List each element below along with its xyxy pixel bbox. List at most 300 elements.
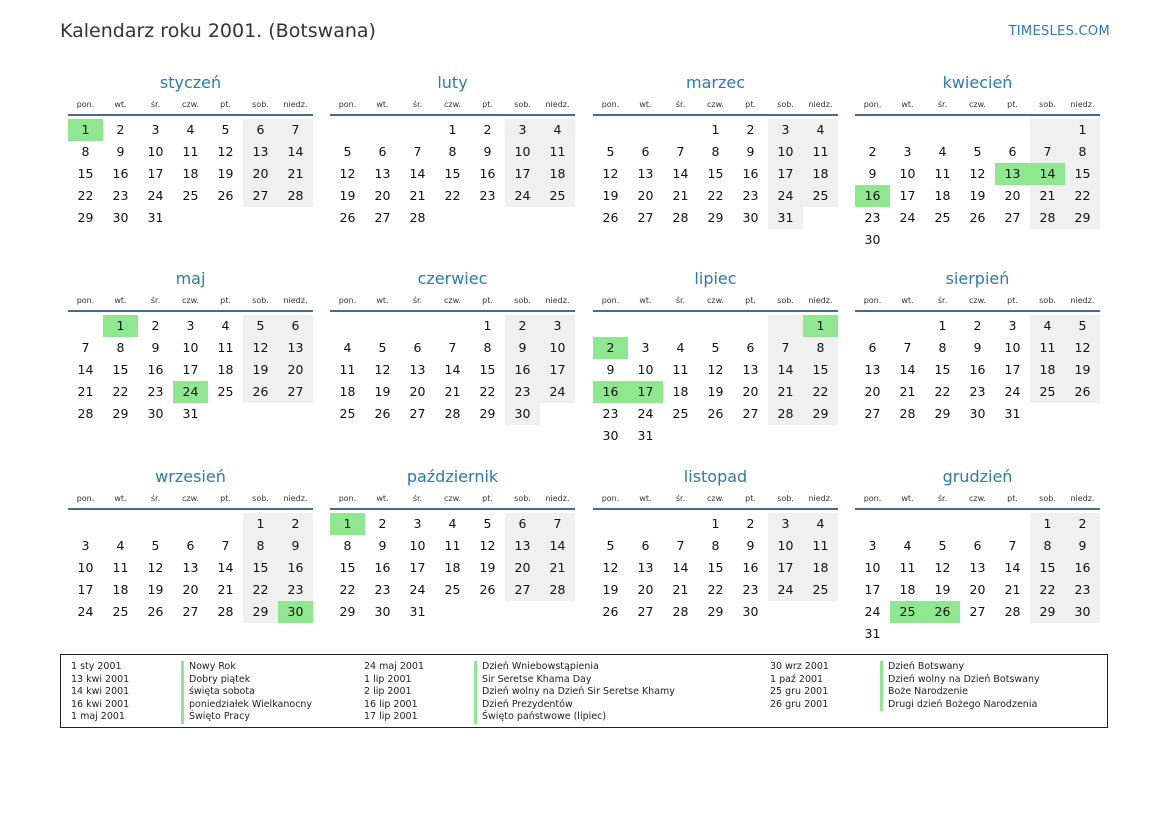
holiday-list xyxy=(60,654,1108,728)
weekday-label: pt. xyxy=(482,494,493,503)
holiday-date: 14 kwi 2001 xyxy=(71,686,130,698)
day-grid xyxy=(68,315,313,425)
empty-cell xyxy=(628,119,663,141)
day-cell: 5 xyxy=(938,538,947,553)
weekday-label: wt. xyxy=(639,100,652,109)
weekday-label: niedz. xyxy=(1070,494,1095,503)
weekday-label: pon. xyxy=(863,100,882,109)
day-cell: 5 xyxy=(151,538,160,553)
holiday-day: 25 xyxy=(890,601,925,623)
weekday-label: śr. xyxy=(937,494,948,503)
day-cell: 2 xyxy=(973,318,982,333)
day-cell: 13 xyxy=(278,337,313,359)
day-cell: 2 xyxy=(378,516,387,531)
day-grid xyxy=(855,513,1100,645)
day-cell: 17 xyxy=(1004,362,1021,377)
day-cell: 21 xyxy=(1004,582,1021,597)
holiday-day: 17 xyxy=(628,381,663,403)
holiday-name: Boże Narodzenie xyxy=(880,686,968,699)
day-cell: 4 xyxy=(938,144,947,159)
day-cell: 5 xyxy=(378,340,387,355)
day-cell: 17 xyxy=(899,188,916,203)
weekday-label: śr. xyxy=(412,296,423,305)
day-cell: 15 xyxy=(803,359,838,381)
day-cell: 19 xyxy=(479,560,496,575)
day-cell: 11 xyxy=(112,560,129,575)
weekday-label: wt. xyxy=(114,494,127,503)
holiday-column xyxy=(71,661,312,724)
site-link[interactable]: TIMESLES.COM xyxy=(1008,24,1110,39)
day-cell: 26 xyxy=(969,210,986,225)
day-cell: 23 xyxy=(742,188,759,203)
day-cell: 23 xyxy=(278,579,313,601)
day-cell: 4 xyxy=(221,318,230,333)
day-cell: 9 xyxy=(116,144,125,159)
holiday-row xyxy=(71,699,312,712)
month-10 xyxy=(330,466,575,623)
weekday-label: pt. xyxy=(220,494,231,503)
day-cell: 3 xyxy=(186,318,195,333)
day-cell: 16 xyxy=(969,362,986,377)
holiday-day: 2 xyxy=(593,337,628,359)
day-cell: 4 xyxy=(186,122,195,137)
weekday-header xyxy=(330,98,575,116)
day-cell: 8 xyxy=(711,538,720,553)
day-grid xyxy=(330,315,575,425)
day-cell: 27 xyxy=(864,406,881,421)
day-cell: 3 xyxy=(81,538,90,553)
holiday-date: 1 paź 2001 xyxy=(770,673,824,685)
weekday-label: pon. xyxy=(863,494,882,503)
weekday-header xyxy=(593,98,838,116)
weekday-header xyxy=(855,294,1100,312)
holiday-row xyxy=(770,686,1040,699)
holiday-column xyxy=(770,661,1040,711)
day-cell: 12 xyxy=(374,362,391,377)
day-cell: 30 xyxy=(505,403,540,425)
day-cell: 13 xyxy=(864,362,881,377)
day-cell: 29 xyxy=(934,406,951,421)
weekday-label: wt. xyxy=(901,296,914,305)
day-cell: 14 xyxy=(768,359,803,381)
day-cell: 22 xyxy=(707,582,724,597)
day-cell: 29 xyxy=(707,210,724,225)
month-name: grudzień xyxy=(942,467,1013,486)
day-cell: 21 xyxy=(278,163,313,185)
day-cell: 8 xyxy=(116,340,125,355)
holiday-row xyxy=(364,711,675,724)
day-cell: 14 xyxy=(409,166,426,181)
day-cell: 11 xyxy=(803,535,838,557)
day-cell: 29 xyxy=(243,601,278,623)
weekday-label: pt. xyxy=(1007,494,1018,503)
weekday-label: pt. xyxy=(745,296,756,305)
holiday-day: 16 xyxy=(855,185,890,207)
weekday-label: wt. xyxy=(901,100,914,109)
holiday-day: 24 xyxy=(173,381,208,403)
month-name: styczeń xyxy=(159,73,222,92)
day-cell: 14 xyxy=(672,166,689,181)
day-cell: 27 xyxy=(374,210,391,225)
day-cell: 28 xyxy=(444,406,461,421)
day-cell: 4 xyxy=(448,516,457,531)
day-grid xyxy=(68,513,313,623)
day-cell: 29 xyxy=(339,604,356,619)
day-cell: 7 xyxy=(676,538,685,553)
empty-cell xyxy=(593,513,628,535)
day-cell: 10 xyxy=(409,538,426,553)
day-cell: 5 xyxy=(606,538,615,553)
day-cell: 17 xyxy=(768,163,803,185)
day-cell: 3 xyxy=(505,119,540,141)
day-cell: 5 xyxy=(221,122,230,137)
day-cell: 7 xyxy=(413,144,422,159)
day-cell: 6 xyxy=(243,119,278,141)
weekday-label: sob. xyxy=(777,296,794,305)
day-cell: 28 xyxy=(409,210,426,225)
day-cell: 20 xyxy=(182,582,199,597)
day-cell: 15 xyxy=(339,560,356,575)
day-cell: 6 xyxy=(413,340,422,355)
day-cell: 29 xyxy=(479,406,496,421)
day-cell: 19 xyxy=(602,582,619,597)
day-cell: 18 xyxy=(540,163,575,185)
day-cell: 23 xyxy=(112,188,129,203)
weekday-label: czw. xyxy=(969,296,986,305)
day-cell: 29 xyxy=(1030,601,1065,623)
day-cell: 17 xyxy=(77,582,94,597)
day-cell: 4 xyxy=(803,513,838,535)
day-cell: 25 xyxy=(182,188,199,203)
day-cell: 10 xyxy=(864,560,881,575)
holiday-day: 1 xyxy=(103,315,138,337)
weekday-label: śr. xyxy=(412,494,423,503)
month-name: sierpień xyxy=(945,269,1010,288)
day-cell: 27 xyxy=(278,381,313,403)
empty-cell xyxy=(330,315,365,337)
weekday-label: pt. xyxy=(1007,100,1018,109)
day-cell: 2 xyxy=(483,122,492,137)
day-cell: 21 xyxy=(672,188,689,203)
day-cell: 18 xyxy=(217,362,234,377)
day-cell: 23 xyxy=(147,384,164,399)
weekday-label: czw. xyxy=(707,296,724,305)
empty-cell xyxy=(173,513,208,535)
empty-cell xyxy=(68,513,103,535)
empty-cell xyxy=(435,315,470,337)
day-cell: 16 xyxy=(1065,557,1100,579)
day-cell: 9 xyxy=(505,337,540,359)
weekday-label: sob. xyxy=(777,100,794,109)
weekday-label: niedz. xyxy=(808,296,833,305)
day-cell: 24 xyxy=(768,185,803,207)
holiday-row xyxy=(770,661,1040,674)
empty-cell xyxy=(925,119,960,141)
day-cell: 3 xyxy=(903,144,912,159)
weekday-label: sob. xyxy=(514,296,531,305)
empty-cell xyxy=(768,315,803,337)
weekday-label: pt. xyxy=(482,296,493,305)
day-cell: 16 xyxy=(505,359,540,381)
day-cell: 2 xyxy=(1065,513,1100,535)
day-cell: 28 xyxy=(672,210,689,225)
weekday-label: śr. xyxy=(675,296,686,305)
day-cell: 22 xyxy=(479,384,496,399)
month-9 xyxy=(68,466,313,623)
weekday-label: śr. xyxy=(937,296,948,305)
empty-cell xyxy=(995,513,1030,535)
day-cell: 24 xyxy=(505,185,540,207)
day-cell: 6 xyxy=(868,340,877,355)
day-cell: 27 xyxy=(637,604,654,619)
day-cell: 25 xyxy=(217,384,234,399)
day-cell: 19 xyxy=(1065,359,1100,381)
day-cell: 18 xyxy=(803,557,838,579)
empty-cell xyxy=(593,315,628,337)
day-cell: 7 xyxy=(81,340,90,355)
month-8 xyxy=(855,268,1100,425)
weekday-label: pon. xyxy=(76,296,95,305)
day-cell: 7 xyxy=(448,340,457,355)
holiday-date: 2 lip 2001 xyxy=(364,686,412,698)
months-grid xyxy=(68,0,1108,640)
day-cell: 6 xyxy=(378,144,387,159)
empty-cell xyxy=(365,315,400,337)
day-cell: 17 xyxy=(768,557,803,579)
day-cell: 31 xyxy=(409,604,426,619)
day-cell: 27 xyxy=(969,604,986,619)
day-cell: 4 xyxy=(540,119,575,141)
weekday-label: czw. xyxy=(444,494,461,503)
day-cell: 13 xyxy=(243,141,278,163)
holiday-date: 1 lip 2001 xyxy=(364,673,412,685)
holiday-row xyxy=(364,686,675,699)
day-cell: 1 xyxy=(448,122,457,137)
day-cell: 2 xyxy=(116,122,125,137)
empty-cell xyxy=(663,119,698,141)
weekday-label: niedz. xyxy=(808,100,833,109)
day-cell: 31 xyxy=(1004,406,1021,421)
weekday-header xyxy=(68,98,313,116)
weekday-label: pt. xyxy=(1007,296,1018,305)
month-name: lipiec xyxy=(694,269,737,288)
weekday-label: pon. xyxy=(338,100,357,109)
weekday-label: niedz. xyxy=(1070,100,1095,109)
holiday-column xyxy=(364,661,675,724)
day-cell: 8 xyxy=(448,144,457,159)
day-cell: 19 xyxy=(339,188,356,203)
empty-cell xyxy=(593,119,628,141)
empty-cell xyxy=(925,513,960,535)
day-cell: 8 xyxy=(938,340,947,355)
day-cell: 30 xyxy=(112,210,129,225)
day-cell: 31 xyxy=(637,428,654,443)
page-title: Kalendarz roku 2001. (Botswana) xyxy=(60,20,376,42)
weekday-label: pon. xyxy=(601,296,620,305)
empty-cell xyxy=(890,119,925,141)
empty-cell xyxy=(960,513,995,535)
holiday-date: 17 lip 2001 xyxy=(364,711,418,723)
day-cell: 28 xyxy=(1004,604,1021,619)
weekday-label: wt. xyxy=(114,100,127,109)
empty-cell xyxy=(330,119,365,141)
holiday-name: Drugi dzień Bożego Narodzenia xyxy=(880,699,1037,712)
holiday-name: Święto Pracy xyxy=(181,711,250,724)
day-cell: 31 xyxy=(864,626,881,641)
day-cell: 23 xyxy=(1065,579,1100,601)
day-grid xyxy=(593,513,838,623)
empty-cell xyxy=(103,513,138,535)
day-cell: 2 xyxy=(746,122,755,137)
day-cell: 26 xyxy=(602,604,619,619)
weekday-label: wt. xyxy=(376,296,389,305)
day-cell: 28 xyxy=(672,604,689,619)
day-cell: 3 xyxy=(868,538,877,553)
weekday-label: sob. xyxy=(1039,100,1056,109)
day-cell: 15 xyxy=(479,362,496,377)
weekday-label: czw. xyxy=(182,296,199,305)
day-cell: 13 xyxy=(374,166,391,181)
day-cell: 30 xyxy=(742,604,759,619)
weekday-header xyxy=(593,492,838,510)
day-cell: 16 xyxy=(742,166,759,181)
weekday-label: śr. xyxy=(150,494,161,503)
day-cell: 21 xyxy=(899,384,916,399)
day-cell: 22 xyxy=(1065,185,1100,207)
day-cell: 10 xyxy=(1004,340,1021,355)
day-cell: 6 xyxy=(1008,144,1017,159)
day-cell: 10 xyxy=(77,560,94,575)
day-cell: 20 xyxy=(969,582,986,597)
day-cell: 11 xyxy=(339,362,356,377)
weekday-label: sob. xyxy=(252,100,269,109)
weekday-label: pt. xyxy=(220,100,231,109)
day-cell: 18 xyxy=(182,166,199,181)
day-cell: 5 xyxy=(243,315,278,337)
month-name: czerwiec xyxy=(417,269,488,288)
weekday-label: niedz. xyxy=(283,494,308,503)
day-cell: 24 xyxy=(899,210,916,225)
weekday-label: czw. xyxy=(182,100,199,109)
day-cell: 6 xyxy=(505,513,540,535)
day-cell: 14 xyxy=(672,560,689,575)
day-cell: 12 xyxy=(707,362,724,377)
month-name: marzec xyxy=(685,73,745,92)
day-cell: 15 xyxy=(707,560,724,575)
day-cell: 22 xyxy=(934,384,951,399)
weekday-label: niedz. xyxy=(283,100,308,109)
day-cell: 11 xyxy=(217,340,234,355)
day-cell: 3 xyxy=(768,513,803,535)
day-cell: 26 xyxy=(707,406,724,421)
day-cell: 22 xyxy=(77,188,94,203)
day-cell: 30 xyxy=(374,604,391,619)
day-cell: 12 xyxy=(602,166,619,181)
day-cell: 18 xyxy=(112,582,129,597)
day-cell: 9 xyxy=(746,144,755,159)
weekday-label: czw. xyxy=(707,494,724,503)
empty-cell xyxy=(365,119,400,141)
day-cell: 6 xyxy=(973,538,982,553)
day-cell: 27 xyxy=(409,406,426,421)
day-cell: 21 xyxy=(1030,185,1065,207)
day-cell: 27 xyxy=(505,579,540,601)
day-cell: 24 xyxy=(1004,384,1021,399)
day-cell: 30 xyxy=(969,406,986,421)
day-cell: 5 xyxy=(1065,315,1100,337)
day-cell: 16 xyxy=(374,560,391,575)
day-cell: 20 xyxy=(374,188,391,203)
weekday-label: sob. xyxy=(514,100,531,109)
day-cell: 28 xyxy=(77,406,94,421)
day-cell: 20 xyxy=(409,384,426,399)
day-cell: 16 xyxy=(742,560,759,575)
day-cell: 26 xyxy=(147,604,164,619)
weekday-label: niedz. xyxy=(283,296,308,305)
holiday-date: 24 maj 2001 xyxy=(364,661,425,672)
day-cell: 20 xyxy=(278,359,313,381)
day-cell: 14 xyxy=(77,362,94,377)
holiday-row xyxy=(364,661,675,674)
empty-cell xyxy=(400,119,435,141)
holiday-date: 1 sty 2001 xyxy=(71,661,122,672)
day-cell: 17 xyxy=(540,359,575,381)
weekday-label: pt. xyxy=(482,100,493,109)
month-11 xyxy=(593,466,838,623)
empty-cell xyxy=(628,513,663,535)
weekday-label: czw. xyxy=(969,100,986,109)
holiday-name: Święto państwowe (lipiec) xyxy=(474,711,606,724)
day-cell: 11 xyxy=(444,538,461,553)
holiday-day: 1 xyxy=(803,315,838,337)
day-cell: 20 xyxy=(742,384,759,399)
weekday-label: wt. xyxy=(376,494,389,503)
day-cell: 25 xyxy=(540,185,575,207)
day-cell: 8 xyxy=(711,144,720,159)
day-cell: 7 xyxy=(278,119,313,141)
empty-cell xyxy=(995,119,1030,141)
day-cell: 17 xyxy=(147,166,164,181)
day-cell: 19 xyxy=(602,188,619,203)
day-cell: 2 xyxy=(151,318,160,333)
day-grid xyxy=(593,315,838,447)
day-cell: 31 xyxy=(147,210,164,225)
day-cell: 26 xyxy=(217,188,234,203)
holiday-name: Sir Seretse Khama Day xyxy=(474,674,591,687)
day-cell: 18 xyxy=(803,163,838,185)
holiday-day: 30 xyxy=(278,601,313,623)
day-cell: 7 xyxy=(768,337,803,359)
day-cell: 16 xyxy=(147,362,164,377)
empty-cell xyxy=(663,315,698,337)
day-cell: 22 xyxy=(803,381,838,403)
day-cell: 12 xyxy=(602,560,619,575)
day-cell: 21 xyxy=(444,384,461,399)
day-cell: 31 xyxy=(182,406,199,421)
day-cell: 23 xyxy=(742,582,759,597)
day-cell: 6 xyxy=(746,340,755,355)
day-cell: 18 xyxy=(1030,359,1065,381)
weekday-label: pon. xyxy=(601,494,620,503)
holiday-row xyxy=(364,699,675,712)
day-cell: 1 xyxy=(938,318,947,333)
day-cell: 24 xyxy=(540,381,575,403)
weekday-label: czw. xyxy=(444,100,461,109)
day-cell: 30 xyxy=(742,210,759,225)
month-5 xyxy=(68,268,313,425)
day-cell: 18 xyxy=(934,188,951,203)
weekday-label: śr. xyxy=(150,100,161,109)
